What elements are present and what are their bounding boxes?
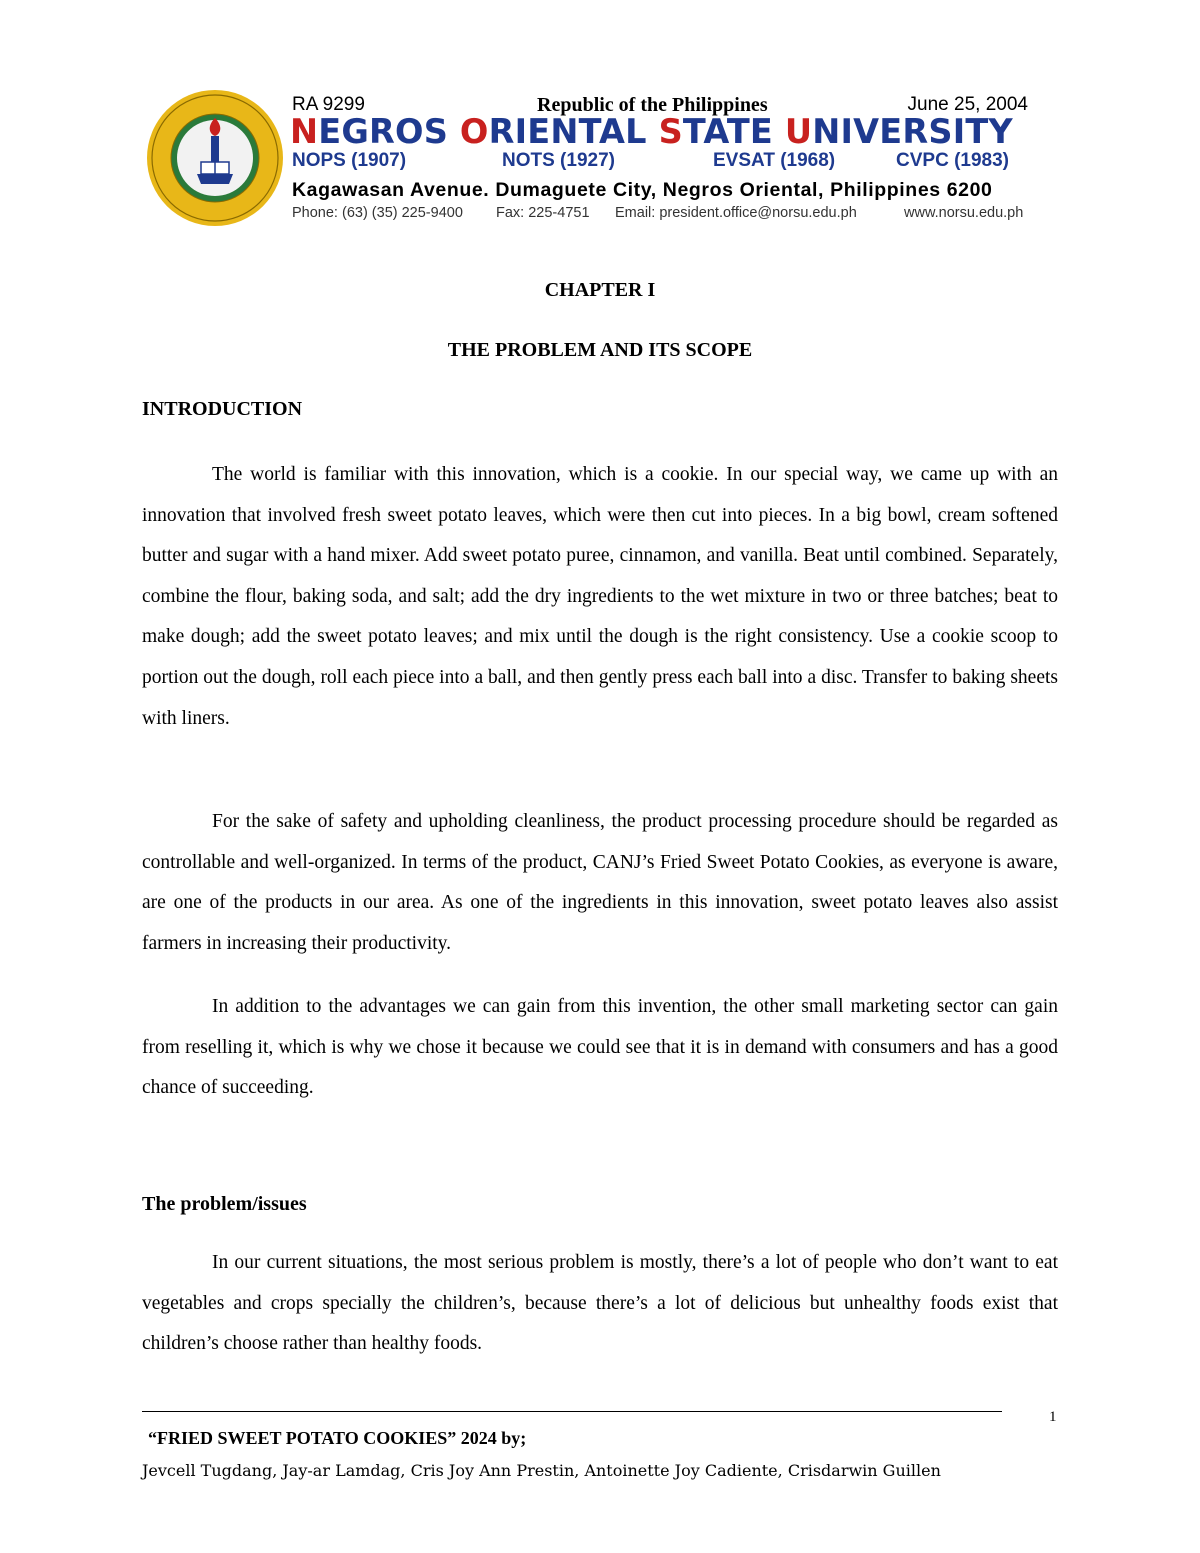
republic-label: Republic of the Philippines	[537, 94, 768, 116]
intro-paragraph-1: The world is familiar with this innovation, which is a cookie. In our special way, we came up with an innovation that involved fresh sweet potato leaves, which were then cut into pieces. In a big bowl, cream softened butter and sugar with a hand mixer. Add sweet potato puree, cinnamon, and vanilla. Beat until combined. Separately, combine the flour, baking soda, and salt; add the dry ingredients to the wet mixture in two or three batches; beat to make dough; add the sweet potato leaves; and mix until the dough is the right consistency. Use a cookie scoop to portion out the dough, roll each piece into a ball, and then gently press each ball into a disc. Transfer to baking sheets with liners.	[142, 464, 1058, 729]
university-address: Kagawasan Avenue. Dumaguete City, Negros Oriental, Philippines 6200	[292, 179, 993, 201]
footer-title: “FRIED SWEET POTATO COOKIES” 2024 by;	[148, 1428, 527, 1448]
page-number: 1	[1049, 1409, 1057, 1425]
footer-authors: Jevcell Tugdang, Jay-ar Lamdag, Cris Joy Ann Prestin, Antoinette Joy Cadiente, Crisdarwin Guillen	[142, 1461, 941, 1480]
footer-divider	[142, 1411, 1002, 1412]
phone-number: Phone: (63) (35) 225-9400	[292, 205, 463, 221]
university-name: NEGROS ORIENTAL STATE UNIVERSITY	[290, 112, 1013, 151]
campus-item: EVSAT (1968)	[713, 150, 836, 171]
intro-paragraph-2: For the sake of safety and upholding cleanliness, the product processing procedure should be regarded as controllable and well-organized. In terms of the product, CANJ’s Fried Sweet Potato Cookies, as everyone is aware, are one of the products in our area. As one of the ingredients in this innovation, sweet potato leaves also assist farmers in increasing their productivity.	[142, 811, 1058, 954]
chapter-label: CHAPTER I	[544, 279, 656, 301]
email-address: Email: president.office@norsu.edu.ph	[615, 205, 857, 221]
problem-paragraph: In our current situations, the most serious problem is mostly, there’s a lot of people who don’t want to eat vegetables and crops specially the children’s, because there’s a lot of delicious but unhealthy foods exist that children’s choose rather than healthy foods.	[142, 1252, 1058, 1355]
website: www.norsu.edu.ph	[904, 205, 1024, 221]
campus-item: NOPS (1907)	[292, 150, 407, 171]
campus-item: NOTS (1927)	[502, 150, 615, 171]
chapter-title: THE PROBLEM AND ITS SCOPE	[447, 339, 753, 361]
introduction-heading: INTRODUCTION	[142, 398, 303, 420]
university-seal-logo	[145, 88, 285, 228]
fax-number: Fax: 225-4751	[496, 205, 590, 221]
ra-number: RA 9299	[292, 94, 365, 115]
charter-date: June 25, 2004	[907, 94, 1028, 115]
intro-paragraph-3: In addition to the advantages we can gain from this invention, the other small marketing sector can gain from reselling it, which is why we chose it because we could see that it is in demand with consumers and has a good chance of succeeding.	[142, 996, 1058, 1099]
problem-heading: The problem/issues	[142, 1193, 307, 1215]
campus-item: CVPC (1983)	[896, 150, 1009, 171]
